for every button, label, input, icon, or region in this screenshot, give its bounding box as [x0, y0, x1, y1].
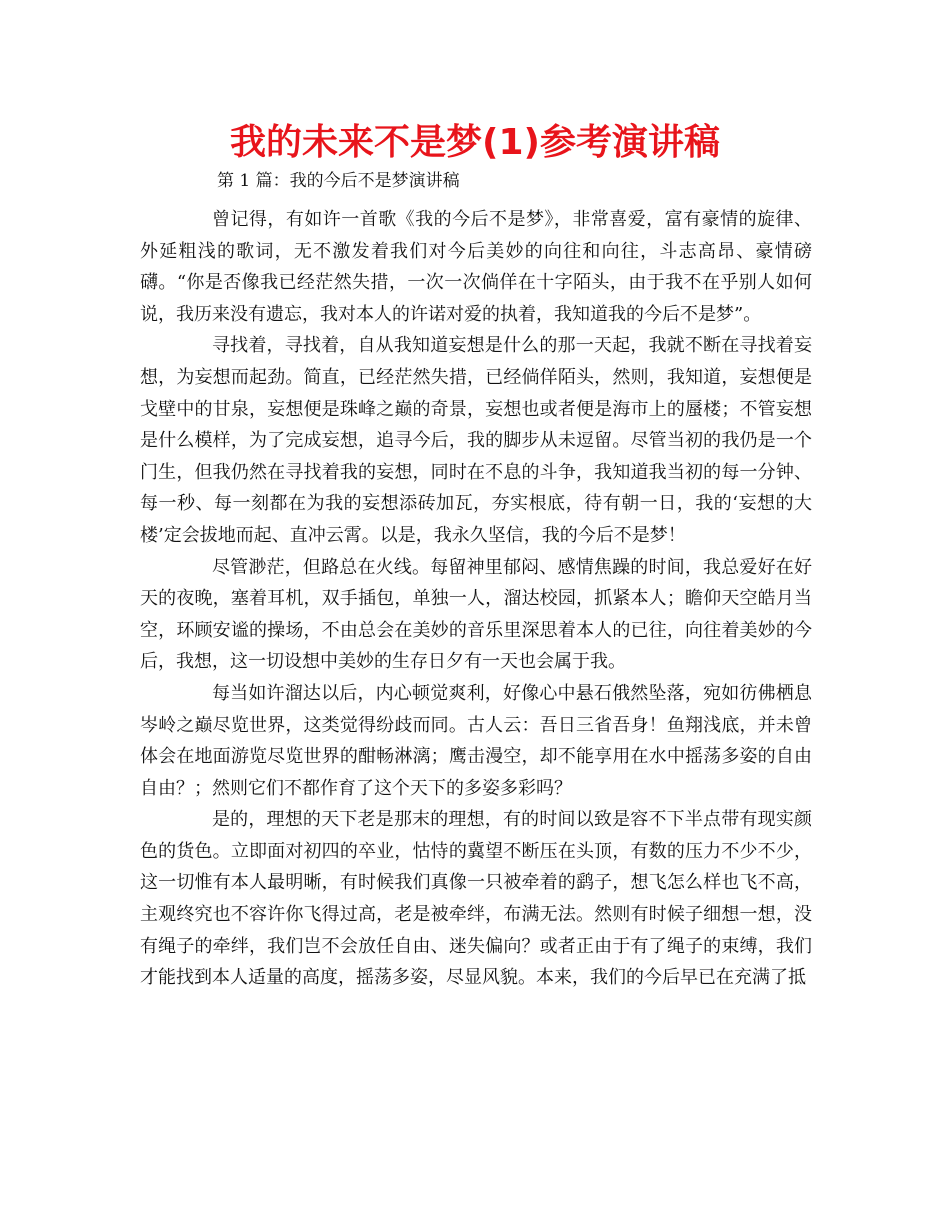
paragraph: 每当如许溜达以后，内心顿觉爽利，好像心中悬石俄然坠落，宛如彷佛栖息岑岭之巅尽览世界，这类觉得纷歧而同。古人云：吾日三省吾身！鱼翔浅底，并未曾体会在地面游览尽览世界的酣畅淋漓；鹰击漫空，却不能享用在水中摇荡多姿的自由自由？；然则它们不都作育了这个天下的多姿多彩吗？: [140, 682, 812, 799]
paragraph: 寻找着，寻找着，自从我知道妄想是什么的那一天起，我就不断在寻找着妄想，为妄想而起劲。简直，已经茫然失措，已经倘佯陌头，然则，我知道，妄想便是戈壁中的甘泉，妄想便是珠峰之巅的奇景，妄想也或者便是海市上的蜃楼；不管妄想是什么模样，为了完成妄想，追寻今后，我的脚步从未逗留。尽管当初的我仍是一个门生，但我仍然在寻找着我的妄想，同时在不息的斗争，我知道我当初的每一分钟、每一秒、每一刻都在为我的妄想添砖加瓦，夯实根底，待有朝一日，我的‘妄想的大楼’定会拔地而起、直冲云霄。以是，我永久坚信，我的今后不是梦！: [140, 335, 812, 546]
document-subtitle: 第 1 篇：我的今后不是梦演讲稿: [217, 171, 460, 191]
document-body: [140, 204, 812, 994]
paragraph: 曾记得，有如许一首歌《我的今后不是梦》，非常喜爱，富有豪情的旋律、外延粗浅的歌词，无不激发着我们对今后美妙的向往和向往，斗志高昂、豪情磅礴。“你是否像我已经茫然失措，一次一次倘佯在十字陌头，由于我不在乎别人如何说，我历来没有遗忘，我对本人的许诺对爱的执着，我知道我的今后不是梦”。: [140, 209, 812, 325]
paragraph: 尽管渺茫，但路总在火线。每留神里郁闷、感情焦躁的时间，我总爱好在好天的夜晚，塞着耳机，双手插包，单独一人，溜达校园，抓紧本人；瞻仰天空皓月当空，环顾安谧的操场，不由总会在美妙的音乐里深思着本人的已往，向往着美妙的今后，我想，这一切设想中美妙的生存日夕有一天也会属于我。: [140, 556, 812, 673]
paragraph: 是的，理想的天下老是那末的理想，有的时间以致是容不下半点带有现实颜色的货色。立即面对初四的卒业，怙恃的冀望不断压在头顶，有数的压力不少不少，这一切惟有本人最明晰，有时候我们真像一只被牵着的鹞子，想飞怎么样也飞不高，主观终究也不容许你飞得过高，老是被牵绊，布满无法。然则有时候子细想一想，没有绳子的牵绊，我们岂不会放任自由、迷失偏向？或者正由于有了绳子的束缚，我们才能找到本人适量的高度，摇荡多姿，尽显风貌。本来，我们的今后早已在充满了抵: [140, 809, 812, 989]
document-title: 我的未来不是梦(1)参考演讲稿: [230, 122, 720, 163]
